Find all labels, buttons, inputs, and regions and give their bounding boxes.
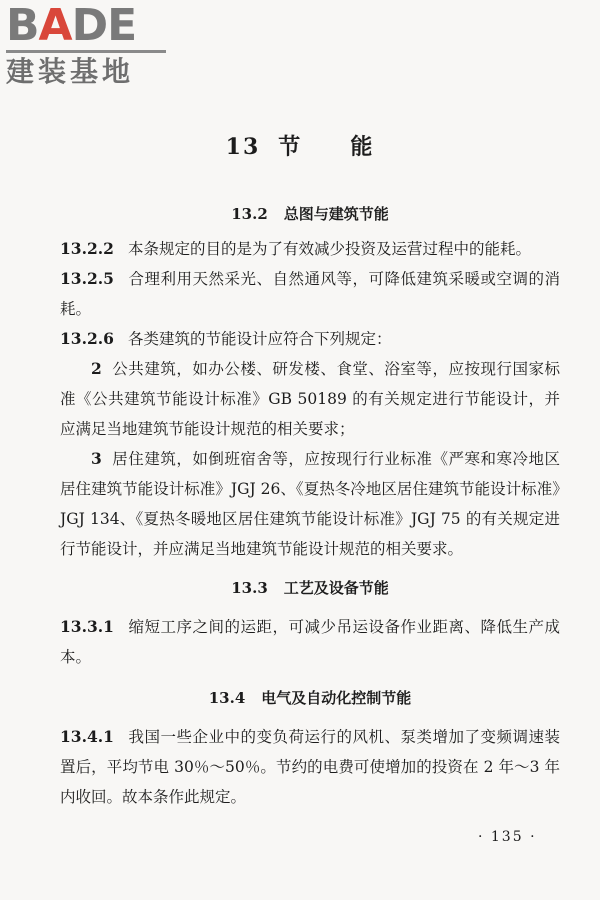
section-heading [60,200,560,228]
section-title: 电气及自动化控制节能 [261,689,412,707]
clause-number: 13.2.2 [60,239,114,258]
section-number: 13.4 [208,689,246,707]
clause-number: 13.3.1 [60,617,114,636]
clause-number: 13.2.5 [60,269,114,288]
clause-text: 本条规定的目的是为了有效减少投资及运营过程中的能耗。 [127,240,531,258]
chapter-number: 13 [225,134,261,160]
chapter-title-part-2: 能 [350,134,375,160]
section-number: 13.3 [231,579,268,597]
bade-logo [6,0,176,88]
section-heading [60,684,560,712]
logo-subtitle: 建装基地 [6,55,135,88]
clause-number: 13.2.6 [60,329,114,348]
list-item [60,354,560,444]
chapter-title-part-1: 节 [278,134,303,160]
clause-text: 各类建筑的节能设计应符合下列规定： [127,330,392,348]
chapter-title [0,130,600,161]
clause-text: 我国一些企业中的变负荷运行的风机、泵类增加了变频调速装置后，平均节电 30％～50％。节约的电费可使增加的投资在 2 年～3 年内收回。故本条作此规定。 [60,728,560,806]
clause [60,234,560,264]
clause [60,722,560,812]
item-number: 3 [91,449,102,468]
item-number: 2 [91,359,102,378]
document-body [60,200,560,812]
page-number: · 135 · [478,829,537,845]
clause-text: 缩短工序之间的运距，可减少吊运设备作业距离、降低生产成本。 [60,618,560,666]
clause [60,324,560,354]
section-number: 13.2 [231,205,268,223]
item-text: 居住建筑，如倒班宿舍等，应按现行行业标准《严寒和寒冷地区居住建筑节能设计标准》JGJ 26、《夏热冬冷地区居住建筑节能设计标准》JGJ 134、《夏热冬暖地区居住建筑节能设计标准》JGJ 75 的有关规定进行节能设计，并应满足当地建筑节能设计规范的相关要求。 [60,450,560,558]
section-title: 总图与建筑节能 [283,205,389,223]
clause-number: 13.4.1 [60,727,114,746]
section-title: 工艺及设备节能 [283,579,389,597]
section-heading [60,574,560,602]
clause [60,264,560,324]
clause [60,612,560,672]
list-item [60,444,560,564]
logo-wordmark: BADE [6,0,137,51]
clause-text: 合理利用天然采光、自然通风等，可降低建筑采暖或空调的消耗。 [60,270,560,318]
item-text: 公共建筑，如办公楼、研发楼、食堂、浴室等，应按现行国家标准《公共建筑节能设计标准》GB 50189 的有关规定进行节能设计，并应满足当地建筑节能设计规范的相关要求； [60,360,560,438]
